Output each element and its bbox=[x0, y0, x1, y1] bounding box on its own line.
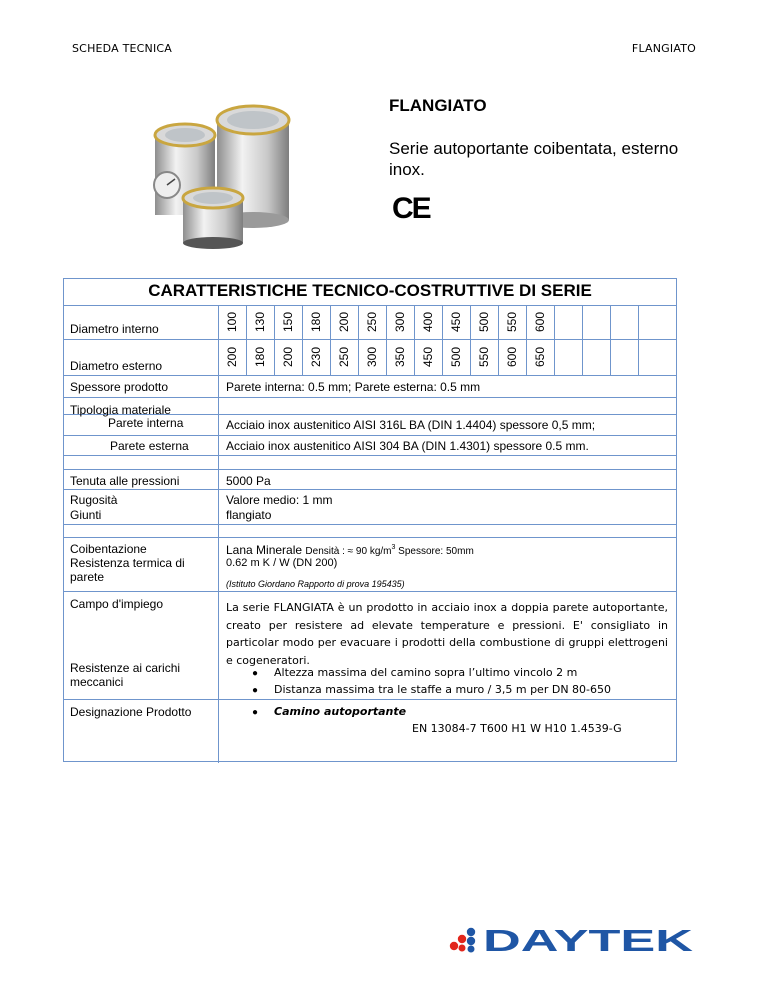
diametro-interno-cell: 450 bbox=[449, 311, 463, 333]
campo-text: La serie FLANGIATA è un prodotto in acciaio inox a doppia parete autoportante, creato per resistere ad elevate temperature e pressioni. E' consigliato in particolar modo per evacuare i prodotti della combustione di gruppi elettrogeni e cogeneratori. bbox=[226, 601, 668, 667]
bullet-altezza: Altezza massima del camino sopra l’ultimo vincolo 2 m bbox=[274, 666, 578, 679]
product-photo bbox=[145, 100, 315, 250]
diametro-esterno-cell: 180 bbox=[253, 346, 267, 368]
header-left: SCHEDA TECNICA bbox=[72, 42, 173, 55]
ce-mark: CE bbox=[392, 192, 430, 225]
bullet-icon: ● bbox=[252, 668, 259, 679]
spessore-value: Parete interna: 0.5 mm; Parete esterna: 0.5 mm bbox=[226, 380, 481, 394]
diametro-interno-cell: 100 bbox=[225, 311, 239, 333]
rugosita-value: Valore medio: 1 mm bbox=[226, 493, 333, 507]
diametro-esterno-cell: 350 bbox=[393, 346, 407, 368]
bullet-distanza: Distanza massima tra le staffe a muro / 3,5 m per DN 80-650 bbox=[274, 683, 612, 696]
diametro-interno-cell: 400 bbox=[421, 311, 435, 333]
diametro-esterno-cell: 300 bbox=[365, 346, 379, 368]
parete-interna-value: Acciaio inox austenitico AISI 316L BA (DIN 1.4404) spessore 0,5 mm; bbox=[226, 418, 596, 432]
diametro-interno-cell: 600 bbox=[533, 311, 547, 333]
diametro-interno-cell: 500 bbox=[477, 311, 491, 333]
svg-text:DAYTEK: DAYTEK bbox=[483, 925, 695, 953]
divider bbox=[554, 305, 555, 375]
diametro-esterno-cell: 200 bbox=[281, 346, 295, 368]
designazione-label: Designazione Prodotto bbox=[70, 705, 192, 719]
resistenza-termica-value: 0.62 m K / W (DN 200) bbox=[226, 557, 338, 569]
bullet-icon: ● bbox=[252, 707, 259, 718]
divider bbox=[64, 524, 676, 525]
diametro-esterno-cell: 650 bbox=[533, 346, 547, 368]
diametro-esterno-cell: 230 bbox=[309, 346, 323, 368]
diametro-esterno-cell: 600 bbox=[505, 346, 519, 368]
diametro-interno-cell: 300 bbox=[393, 311, 407, 333]
divider bbox=[64, 375, 676, 376]
resistenza-termica-label: Resistenza termica di parete bbox=[70, 556, 185, 584]
parete-esterna-value: Acciaio inox austenitico AISI 304 BA (DIN 1.4301) spessore 0.5 mm. bbox=[226, 439, 589, 453]
spessore-label: Spessore prodotto bbox=[70, 380, 169, 394]
logo-dots-icon bbox=[450, 928, 475, 953]
product-subtitle: Serie autoportante coibentata, esterno inox. bbox=[389, 139, 679, 179]
tipologia-label: Tipologia materiale bbox=[70, 403, 171, 417]
product-title: FLANGIATO bbox=[389, 96, 487, 115]
divider bbox=[64, 537, 676, 538]
divider bbox=[64, 699, 676, 700]
divider bbox=[582, 305, 583, 375]
parete-interna-label: Parete interna bbox=[108, 416, 184, 430]
rugosita-label: Rugosità bbox=[70, 493, 118, 507]
diametro-esterno-cell: 550 bbox=[477, 346, 491, 368]
divider bbox=[64, 455, 676, 456]
diametro-interno-cell: 550 bbox=[505, 311, 519, 333]
header-right: FLANGIATO bbox=[631, 42, 696, 55]
diametro-esterno-cell: 200 bbox=[225, 346, 239, 368]
bullet-icon: ● bbox=[252, 685, 259, 696]
diametro-esterno-cell: 450 bbox=[421, 346, 435, 368]
carichi-label: Resistenze ai carichi meccanici bbox=[70, 661, 181, 689]
giunti-label: Giunti bbox=[70, 508, 102, 522]
diametro-esterno-label: Diametro esterno bbox=[70, 359, 163, 373]
diametro-esterno-cell: 250 bbox=[337, 346, 351, 368]
coibentazione-label: Coibentazione bbox=[70, 542, 147, 556]
divider bbox=[64, 489, 676, 490]
diametro-interno-cell: 200 bbox=[337, 311, 351, 333]
tenuta-label: Tenuta alle pressioni bbox=[70, 474, 180, 488]
divider bbox=[638, 305, 639, 375]
divider bbox=[64, 435, 676, 436]
daytek-logo bbox=[445, 925, 695, 953]
diametro-interno-cell: 250 bbox=[365, 311, 379, 333]
table-title: CARATTERISTICHE TECNICO-COSTRUTTIVE DI SERIE bbox=[148, 281, 592, 300]
istituto-note: (Istituto Giordano Rapporto di prova 195435) bbox=[226, 579, 405, 589]
parete-esterna-label: Parete esterna bbox=[110, 439, 189, 453]
spec-table bbox=[63, 278, 677, 762]
campo-label: Campo d'impiego bbox=[70, 597, 164, 611]
giunti-value: flangiato bbox=[226, 508, 272, 522]
coibentazione-thickness: Spessore: 50mm bbox=[395, 546, 474, 557]
coibentazione-unit-exponent: 3 bbox=[391, 544, 396, 551]
divider bbox=[64, 469, 676, 470]
designazione-title: Camino autoportante bbox=[274, 705, 407, 718]
diametro-interno-cell: 180 bbox=[309, 311, 323, 333]
diametro-interno-cell: 130 bbox=[253, 311, 267, 333]
tenuta-value: 5000 Pa bbox=[226, 474, 271, 488]
designazione-code: EN 13084-7 T600 H1 W H10 1.4539-G bbox=[412, 722, 622, 735]
diametro-interno-cell: 150 bbox=[281, 311, 295, 333]
coibentazione-density: Densità : ≈ 90 kg/m bbox=[305, 546, 392, 557]
diametro-esterno-cell: 500 bbox=[449, 346, 463, 368]
divider bbox=[64, 397, 676, 398]
diametro-interno-label: Diametro interno bbox=[70, 322, 159, 336]
divider bbox=[64, 591, 676, 592]
divider bbox=[610, 305, 611, 375]
coibentazione-material: Lana Minerale bbox=[226, 543, 303, 557]
